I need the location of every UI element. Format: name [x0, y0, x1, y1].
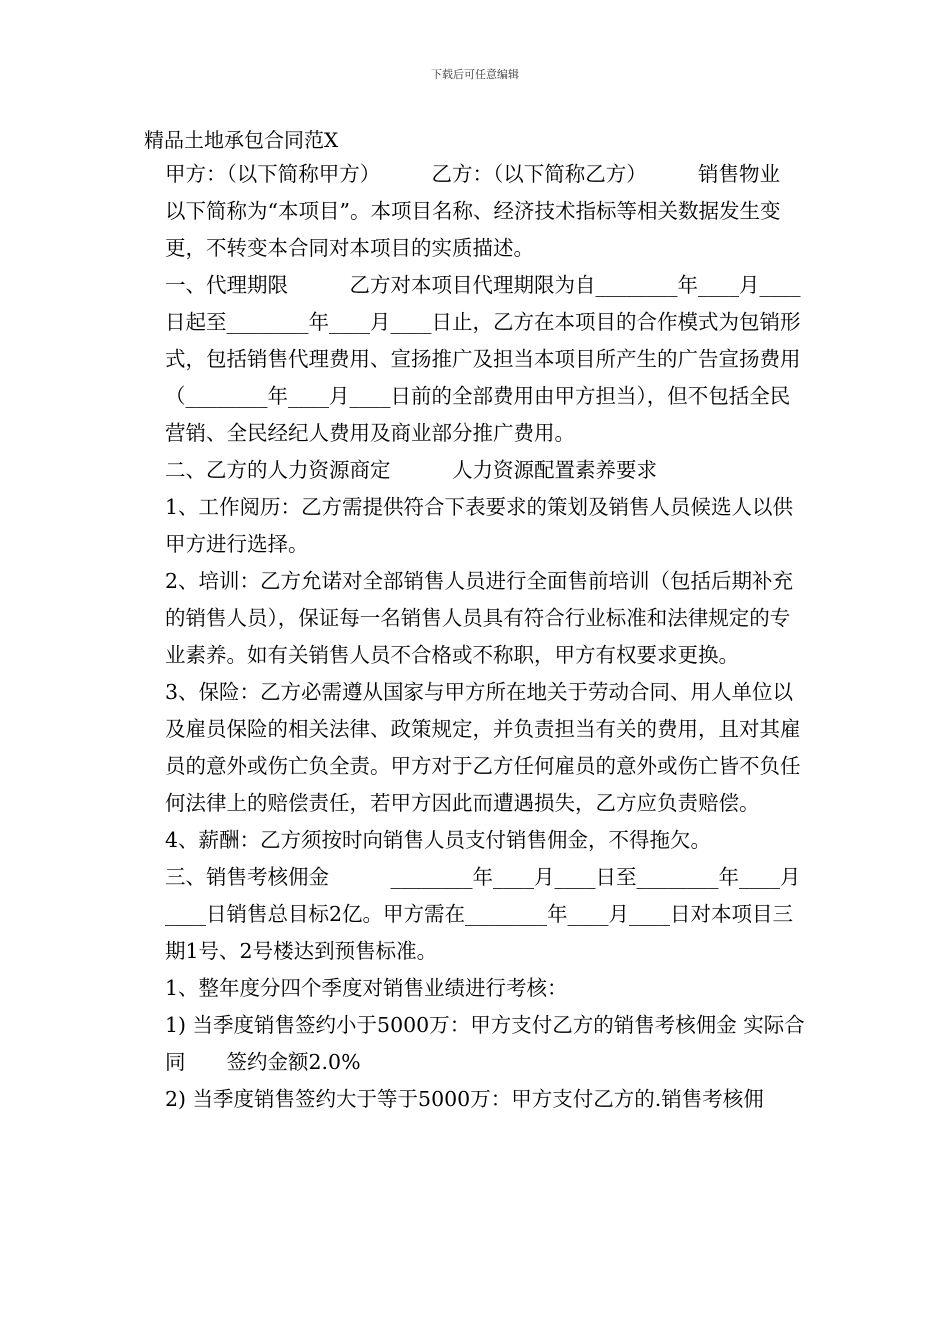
- paragraph-experience: 1、工作阅历：乙方需提供符合下表要求的策划及销售人员候选人以供甲方进行选择。: [165, 495, 794, 556]
- paragraph-parties: 甲方：（以下简称甲方） 乙方：（以下简称乙方） 销售物业 以下简称为“本项目”。本项目名称、经济技术指标等相关数据发生变更，不转变本合同对本项目的实质描述。: [165, 162, 821, 260]
- paragraph-clause-1: 1) 当季度销售签约小于5000万：甲方支付乙方的销售考核佣金 实际合同 签约金额2.0%: [165, 1013, 805, 1074]
- paragraph-quarterly: 1、整年度分四个季度对销售业绩进行考核：: [165, 976, 568, 1000]
- paragraph-salary: 4、薪酬：乙方须按时向销售人员支付销售佣金，不得拖欠。: [165, 828, 712, 852]
- document-title: 精品土地承包合同范X: [144, 128, 339, 152]
- paragraph-training: 2、培训：乙方允诺对全部销售人员进行全面售前培训（包括后期补充的销售人员），保证每一名销售人员具有符合行业标准和法律规定的专业素养。如有关销售人员不合格或不称职，甲方有权要求更换。: [165, 569, 794, 667]
- paragraph-commission: 三、销售考核佣金 ________年____月____日至________年____月____日销售总目标2亿。甲方需在________年____月____日对本项目三期1号、2号楼达到预售标准。: [165, 865, 801, 963]
- paragraph-clause-2: 2) 当季度销售签约大于等于5000万：甲方支付乙方的.销售考核佣: [165, 1087, 764, 1111]
- paragraph-hr-heading: 二、乙方的人力资源商定 人力资源配置素养要求: [165, 458, 657, 482]
- paragraph-insurance: 3、保险：乙方必需遵从国家与甲方所在地关于劳动合同、用人单位以及雇员保险的相关法律、政策规定，并负责担当有关的费用，且对其雇员的意外或伤亡负全责。甲方对于乙方任何雇员的意外或伤亡皆不负任何法律上的赔偿责任，若甲方因此而遭遇损失，乙方应负责赔偿。: [165, 680, 801, 815]
- page-header: 下载后可任意编辑: [431, 68, 519, 81]
- paragraph-agency-term: 一、代理期限 乙方对本项目代理期限为自________年____月____日起至________年____月____日止，乙方在本项目的合作模式为包销形式，包括销售代理费用、宣扬推广及担当本项目所产生的广告宣扬费用（________年____月____日前的全部费用由甲方担当），但不包括全民营销、全民经纪人费用及商业部分推广费用。: [165, 273, 801, 445]
- document-body: [144, 156, 821, 1118]
